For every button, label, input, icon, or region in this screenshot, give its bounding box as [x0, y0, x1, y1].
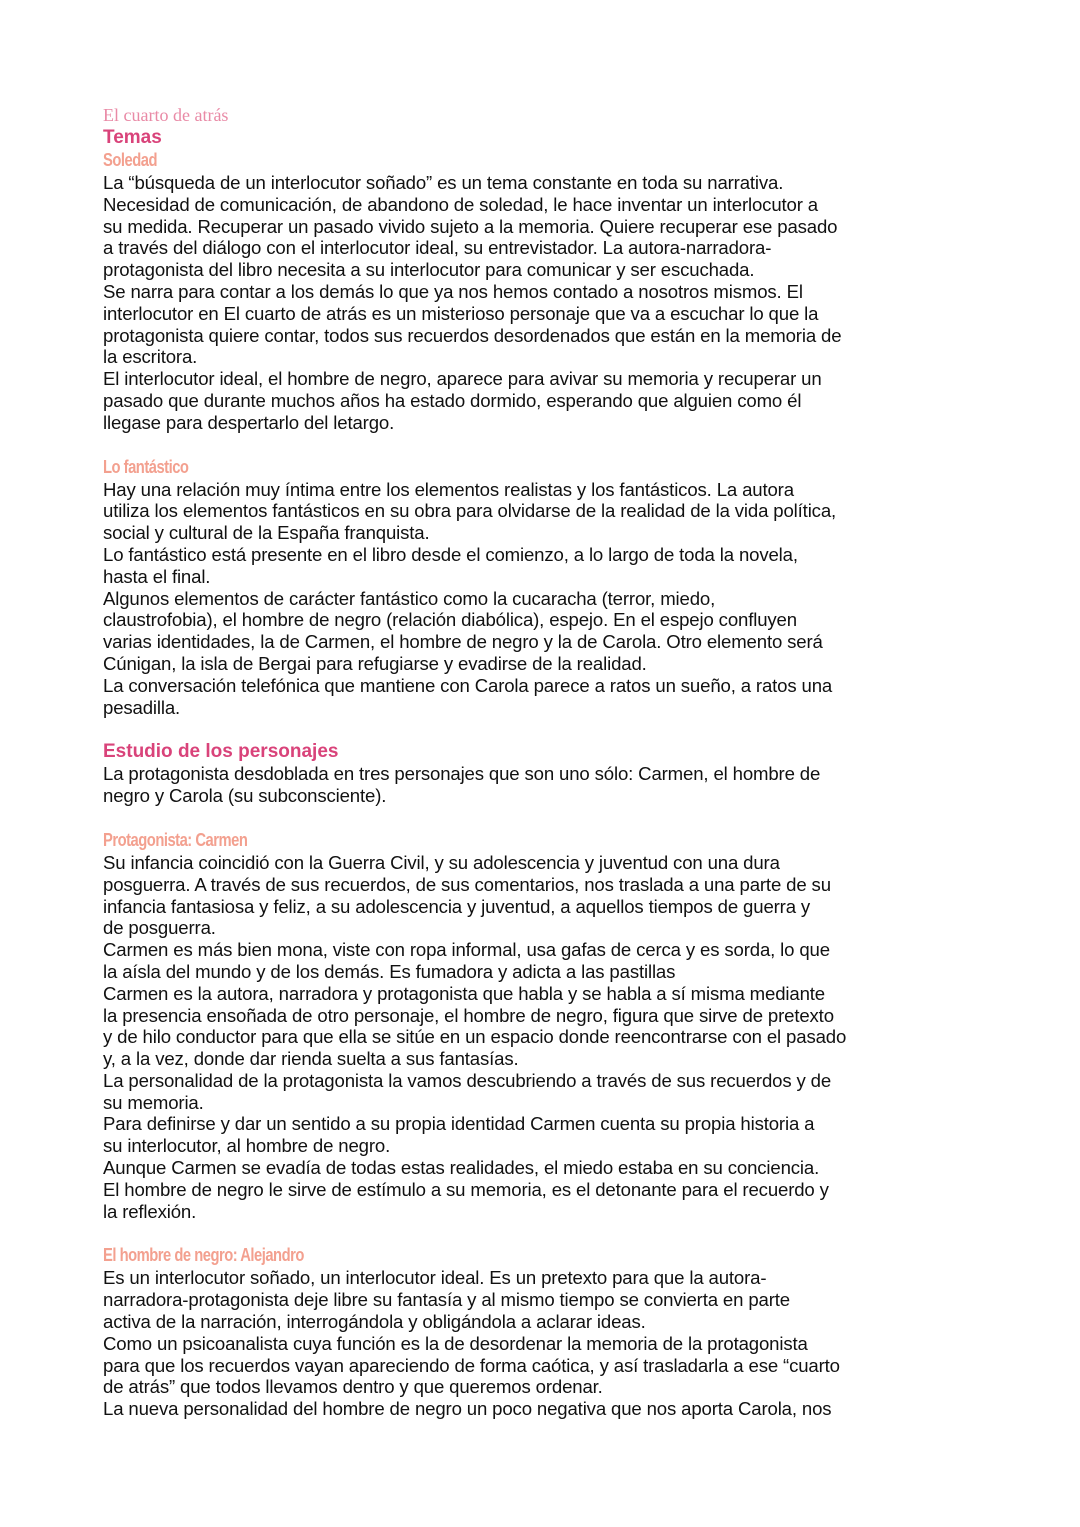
text-line: de atrás” que todos llevamos dentro y que queremos ordenar. — [103, 1376, 603, 1398]
text-line: y, a la vez, donde dar rienda suelta a sus fantasías. — [103, 1048, 519, 1070]
text-line: la escritora. — [103, 346, 198, 368]
text-line: Su infancia coincidió con la Guerra Civil, y su adolescencia y juventud con una dura — [103, 851, 780, 873]
document-title: El cuarto de atrás — [103, 105, 229, 125]
paragraph — [103, 172, 983, 434]
text-line: La conversación telefónica que mantiene con Carola parece a ratos un sueño, a ratos una — [103, 674, 833, 696]
section-heading: Temas — [103, 127, 162, 148]
text-line: El interlocutor ideal, el hombre de negro, aparece para avivar su memoria y recuperar un — [103, 368, 822, 390]
text-line: protagonista del libro necesita a su interlocutor para comunicar y ser escuchada. — [103, 259, 755, 281]
text-line: utiliza los elementos fantásticos en su obra para olvidarse de la realidad de la vida política, — [103, 500, 837, 522]
section-spacer — [103, 718, 983, 740]
text-line: su interlocutor, al hombre de negro. — [103, 1135, 391, 1157]
text-line: activa de la narración, interrogándola y obligándola a aclarar ideas. — [103, 1311, 646, 1333]
subsection-heading: El hombre de negro: Alejandro — [103, 1245, 304, 1266]
text-line: Cúnigan, la isla de Bergai para refugiarse y evadirse de la realidad. — [103, 652, 647, 674]
text-line: la presencia ensoñada de otro personaje, el hombre de negro, figura que sirve de pretexto — [103, 1004, 834, 1026]
text-line: hasta el final. — [103, 565, 211, 587]
text-line: Como un psicoanalista cuya función es la de desordenar la memoria de la protagonista — [103, 1332, 808, 1354]
text-line: Algunos elementos de carácter fantástico como la cucaracha (terror, miedo, — [103, 587, 716, 609]
text-line: Es un interlocutor soñado, un interlocutor ideal. Es un pretexto para que la autora- — [103, 1267, 767, 1289]
section-spacer — [103, 807, 983, 829]
text-line: La nueva personalidad del hombre de negro un poco negativa que nos aporta Carola, nos — [103, 1398, 832, 1420]
text-line: Carmen es la autora, narradora y protagonista que habla y se habla a sí misma mediante — [103, 982, 825, 1004]
text-line: su medida. Recuperar un pasado vivido sujeto a la memoria. Quiere recuperar ese pasado — [103, 215, 838, 237]
text-line: su memoria. — [103, 1091, 204, 1113]
text-line: Para definirse y dar un sentido a su propia identidad Carmen cuenta su propia historia a — [103, 1113, 815, 1135]
text-line: narradora-protagonista deje libre su fantasía y al mismo tiempo se convierta en parte — [103, 1289, 790, 1311]
text-line: protagonista quiere contar, todos sus recuerdos desordenados que están en la memoria de — [103, 324, 842, 346]
text-line: La personalidad de la protagonista la vamos descubriendo a través de sus recuerdos y de — [103, 1069, 832, 1091]
text-line: interlocutor en El cuarto de atrás es un misterioso personaje que va a escuchar lo que la — [103, 302, 819, 324]
document-page — [103, 104, 983, 1420]
text-line: Carmen es más bien mona, viste con ropa informal, usa gafas de cerca y es sorda, lo que — [103, 939, 830, 961]
paragraph — [103, 852, 983, 1223]
text-line: negro y Carola (su subconsciente). — [103, 785, 387, 807]
text-line: pesadilla. — [103, 696, 181, 718]
text-line: y de hilo conductor para que ella se sitúe en un espacio donde reencontrarse con el pasado — [103, 1026, 847, 1048]
text-line: posguerra. A través de sus recuerdos, de sus comentarios, nos traslada a una parte de su — [103, 873, 831, 895]
document-body — [103, 126, 983, 1420]
paragraph — [103, 1267, 983, 1420]
subsection-heading: Soledad — [103, 150, 157, 170]
text-line: a través del diálogo con el interlocutor ideal, su entrevistador. La autora-narradora- — [103, 237, 772, 259]
text-line: llegase para despertarlo del letargo. — [103, 411, 395, 433]
text-line: la aísla del mundo y de los demás. Es fumadora y adicta a las pastillas — [103, 960, 676, 982]
section-heading: Estudio de los personajes — [103, 741, 339, 763]
section-spacer — [103, 434, 983, 456]
text-line: pasado que durante muchos años ha estado dormido, esperando que alguien como él — [103, 389, 802, 411]
text-line: de posguerra. — [103, 917, 216, 939]
text-line: Hay una relación muy íntima entre los elementos realistas y los fantásticos. La autora — [103, 478, 794, 500]
text-line: la reflexión. — [103, 1200, 197, 1222]
text-line: claustrofobia), el hombre de negro (relación diabólica), espejo. En el espejo confluyen — [103, 609, 797, 631]
text-line: infancia fantasiosa y feliz, a su adolescencia y juventud, a aquellos tiempos de guerra y — [103, 895, 811, 917]
text-line: Aunque Carmen se evadía de todas estas realidades, el miedo estaba en su conciencia. — [103, 1157, 820, 1179]
text-line: El hombre de negro le sirve de estímulo a su memoria, es el detonante para el recuerdo y — [103, 1178, 829, 1200]
text-line: para que los recuerdos vayan apareciendo de forma caótica, y así trasladarla a ese “cuarto — [103, 1354, 840, 1376]
subsection-heading: Lo fantástico — [103, 456, 189, 477]
text-line: Necesidad de comunicación, de abandono de soledad, le hace inventar un interlocutor a — [103, 193, 818, 215]
text-line: Se narra para contar a los demás lo que ya nos hemos contado a nosotros mismos. El — [103, 280, 803, 302]
paragraph — [103, 479, 983, 719]
subsection-heading: Protagonista: Carmen — [103, 829, 248, 850]
text-line: Lo fantástico está presente en el libro desde el comienzo, a lo largo de toda la novela, — [103, 543, 798, 565]
text-line: La “búsqueda de un interlocutor soñado” es un tema constante en toda su narrativa. — [103, 172, 784, 193]
section-spacer — [103, 1222, 983, 1244]
text-line: varias identidades, la de Carmen, el hombre de negro y la de Carola. Otro elemento será — [103, 631, 823, 653]
text-line: La protagonista desdoblada en tres personajes que son uno sólo: Carmen, el hombre de — [103, 763, 821, 785]
paragraph — [103, 763, 983, 807]
text-line: social y cultural de la España franquista. — [103, 522, 430, 544]
